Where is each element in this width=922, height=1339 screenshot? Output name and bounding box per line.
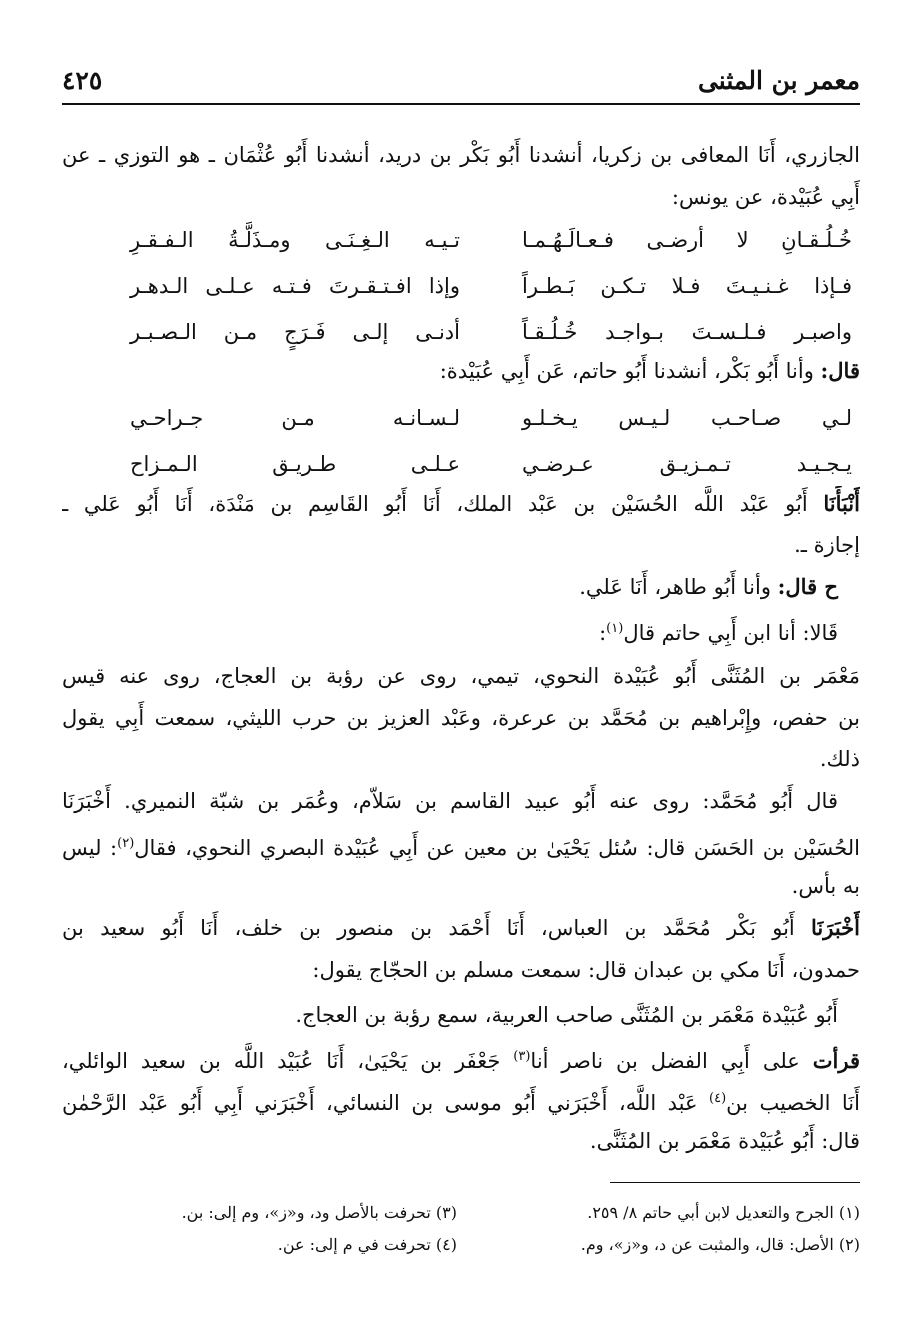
text-run: وأنا أَبُو طاهر، أَنَا عَلي.: [579, 575, 778, 599]
text-run: على أَبِي الفضل بن ناصر أنا: [530, 1049, 813, 1073]
footnote: (٣) تحرفت بالأصل ود، و«ز»، وم إلى: بن.: [181, 1203, 457, 1222]
text-line: [62, 910, 860, 946]
text-line: قال: أَبُو عُبَيْدة مَعْمَر بن المُثَنَّى.: [589, 1129, 860, 1153]
footnote-ref: (٤): [709, 1091, 727, 1106]
verse-line: [62, 312, 860, 352]
footnote-rule: [610, 1182, 860, 1183]
verse-hemistich: عـلـى طـريـق الـمـزاح: [130, 452, 460, 476]
text-line: أَبِي عُبَيْدة، عن يونس:: [671, 185, 860, 209]
verse-line: [62, 398, 860, 438]
text-line: قال أَبُو مُحَمَّد: روى عنه أَبُو عبيد القاسم بن سَلاّم، وعُمَر بن شبّة النميري. أَخْبَرَنَا: [62, 789, 838, 813]
verse-line: [62, 220, 860, 260]
text-run: عَبْد اللَّه، أَخْبَرَني أَبُو موسى بن النسائي، أَخْبَرَني أَبِي أَبُو عَبْد الرَّحْمٰن: [62, 1091, 710, 1115]
text-run: جَعْفَر بن يَحْيَىٰ، أَنَا عُبَيْد اللَّه بن سعيد الوائلي،: [62, 1049, 514, 1073]
text-line: [62, 486, 860, 522]
text-line: [62, 569, 860, 605]
text-lead: أَخْبَرَنَا: [811, 915, 860, 940]
text-lead: ح قال:: [777, 574, 838, 599]
footnote: (٤) تحرفت في م إلى: عن.: [277, 1235, 457, 1254]
verse-hemistich: تـيـه الـغِـنَـى ومـذَلَّـةُ الـفـقـرِ: [130, 228, 460, 252]
header-rule: [62, 103, 860, 105]
text-run: قَالا: أنا ابن أَبِي حاتم قال: [623, 621, 838, 645]
text-run: : ليس: [62, 836, 118, 860]
footnote-ref: (٢): [117, 836, 135, 851]
verse-hemistich: خُـلُـقـانِ لا أرضـى فـعـالَـهُـمـا: [522, 228, 852, 252]
text-line: [62, 1081, 860, 1121]
text-line: ذلك.: [819, 747, 860, 771]
text-line: إجازة ـ.: [794, 533, 860, 557]
verse-line: [62, 266, 860, 306]
text-lead: أَنْبَأَنَا: [823, 491, 860, 516]
text-line: أَبُو عُبَيْدة مَعْمَر بن المُثَنَّى صاحب العربية، سمع رؤبة بن العجاج.: [295, 1003, 838, 1027]
running-header: [62, 58, 860, 98]
verse-hemistich: لـي صـاحـب لـيـس يـخـلـو: [522, 406, 852, 430]
verse-hemistich: وإذا افـتـقـرتَ فـتـه عـلـى الـدهـر: [130, 274, 460, 298]
footnote: (١) الجرح والتعديل لابن أبي حاتم ٨/ ٢٥٩.: [587, 1203, 860, 1222]
footnote-ref: (١): [606, 621, 624, 636]
verse-hemistich: أدنـى إلـى فَـرَجٍ مـن الـصـبـر: [130, 320, 460, 344]
text-run: :: [599, 621, 607, 645]
text-line: مَعْمَر بن المُثَنَّى أَبُو عُبَيْدة النحوي، تيمي، روى عن رؤبة بن العجاج، روى عنه قيس: [62, 664, 860, 688]
verse-hemistich: فـإذا غـنـيـتَ فـلا تـكـن بَـطـراً: [522, 274, 852, 298]
text-run: أَنَا الخصيب بن: [726, 1091, 860, 1115]
text-lead: قال:: [820, 358, 860, 383]
verse-hemistich: واصبـر فـلـسـتَ بـواجـد خُـلُـقـاً: [522, 320, 852, 344]
footnote: (٢) الأصل: قال، والمثبت عن د، و«ز»، وم.: [580, 1235, 860, 1254]
text-line: [62, 353, 860, 389]
text-run: أَبُو بَكْر مُحَمَّد بن العباس، أَنَا أَحْمَد بن منصور بن خلف، أَنَا أَبُو سعيد بن: [62, 916, 812, 940]
verse-hemistich: لـسـانـه مـن جـراحـي: [130, 406, 460, 430]
text-run: أَبُو عَبْد اللَّه الحُسَيْن بن عَبْد الملك، أَنَا أَبُو القَاسِم بن مَنْدَة، أَنَا أَبُو عَلي ـ: [62, 492, 824, 516]
text-line: بن حفص، وإِبْراهيم بن مُحَمَّد بن عرعرة، وعَبْد العزيز بن حرب الليثي، سمعت أَبِي يقول: [62, 706, 860, 730]
text-run: الحُسَيْن بن الحَسَن قال: سُئل يَحْيَىٰ بن معين عن أَبِي عُبَيْدة البصري النحوي، فقال: [134, 836, 860, 860]
text-line: به بأس.: [791, 874, 860, 898]
verse-line: [62, 444, 860, 484]
footnote-ref: (٣): [513, 1049, 531, 1064]
text-run: وأنا أَبُو بَكْر، أنشدنا أَبُو حاتم، عَن أَبِي عُبَيْدة:: [439, 359, 821, 383]
text-line: الجازري، أَنَا المعافى بن زكريا، أنشدنا أَبُو بَكْر بن دريد، أنشدنا أَبُو عُثْمَان ـ هو التوزي ـ عن: [62, 143, 860, 167]
text-lead: قرأت: [812, 1048, 860, 1073]
page-number: ٤٢٥: [62, 66, 103, 95]
text-line: [62, 826, 860, 866]
text-line: [62, 1039, 860, 1079]
verse-hemistich: يـجـيـد تـمـزيـق عـرضـي: [522, 452, 852, 476]
text-line: حمدون، أَنَا مكي بن عبدان قال: سمعت مسلم بن الحجّاج يقول:: [312, 958, 860, 982]
header-title: معمر بن المثنى: [697, 66, 860, 95]
text-line: [62, 611, 860, 651]
